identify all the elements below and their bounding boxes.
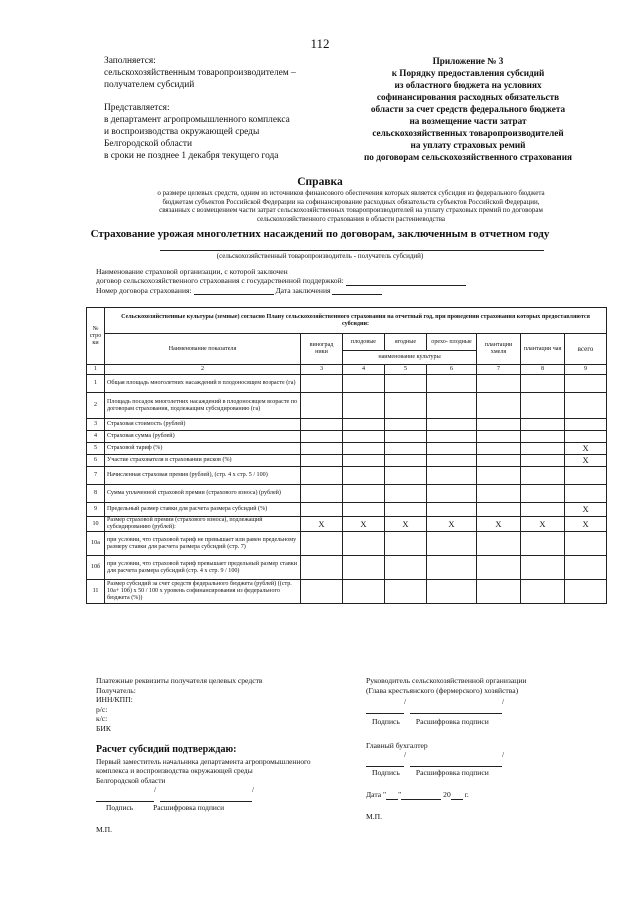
value-cell[interactable]	[427, 375, 477, 393]
confirm-decode-field[interactable]	[160, 793, 252, 802]
payment-line: Получатель:	[96, 685, 136, 695]
value-cell[interactable]	[301, 375, 343, 393]
value-cell[interactable]	[343, 443, 385, 455]
contract-date-field[interactable]	[332, 287, 382, 295]
accountant-decode-field[interactable]	[410, 758, 502, 767]
value-cell[interactable]	[565, 375, 607, 393]
table-row	[87, 556, 607, 580]
x-mark-cell: X	[565, 443, 607, 455]
col-number: 8	[521, 365, 565, 375]
appendix-line: на возмещение части затрат	[409, 116, 527, 126]
indicator-name: Размер субсидий за счет средств федерального бюджета (рублей) ((стр. 10а+ 10б) х 50 / 100 х уровень софинансирования из федерального бюджета (%))	[105, 580, 301, 604]
about-line: о размере целевых средств, одним из источников финансового обеспечения которых является субсидия из федерального бюджета	[157, 189, 545, 197]
head-line: (Глава крестьянского (фермерского) хозяйства)	[366, 685, 519, 695]
tea-header: плантации чая	[521, 334, 565, 365]
value-cell[interactable]	[301, 393, 343, 419]
value-cell[interactable]	[385, 532, 427, 556]
row-number: 5	[87, 443, 105, 455]
date-month-field[interactable]	[401, 791, 441, 800]
value-cell[interactable]	[521, 556, 565, 580]
table-body	[87, 308, 607, 604]
crops-group-header: Сельскохозяйственные культуры (земные) согласно Плану сельскохозяйственного страхования на отчетный год, при проведении страхования которых предоставляются субсидии:	[105, 308, 607, 334]
value-cell[interactable]	[477, 467, 521, 485]
appendix-line: к Порядку предоставления субсидий	[391, 68, 545, 78]
confirm-decode-caption: Расшифровка подписи	[153, 803, 225, 813]
confirm-line: комплекса и воспроизводства окружающей среды	[96, 766, 253, 776]
value-cell[interactable]	[385, 503, 427, 517]
payment-line: Платежные реквизиты получателя целевых средств	[96, 676, 263, 685]
about-line: бюджетам субъектов Российской Федерации на софинансирование расходных обязательств субъектов Российской Федерации,	[162, 197, 540, 206]
submitted-to-label: Представляется:	[104, 103, 170, 113]
recipient-field[interactable]	[160, 250, 544, 251]
row-number: 10б	[87, 556, 105, 580]
row-number: 1	[87, 375, 105, 393]
x-mark-cell: X	[565, 503, 607, 517]
value-cell[interactable]	[385, 419, 427, 431]
insurer-line: Наименование страховой организации, с которой заключен	[96, 267, 288, 276]
appendix-line: сельскохозяйственных товаропроизводителей	[372, 128, 564, 138]
payment-details	[96, 676, 262, 734]
head-line: Руководитель сельскохозяйственной организации	[366, 676, 527, 685]
hop-header: плантации хмеля	[477, 334, 521, 365]
row-number: 4	[87, 431, 105, 443]
submitted-to-line: Белгородской области	[104, 139, 193, 149]
payment-line: ИНН/КПП:	[96, 695, 133, 705]
table-row	[87, 503, 607, 517]
value-cell[interactable]	[565, 419, 607, 431]
submission-info	[104, 55, 296, 162]
indicator-name: Начисленная страховая премия (рублей), (стр. 4 х стр. 5 / 100)	[105, 467, 301, 485]
submitted-by-line: сельскохозяйственным товаропроизводителем –	[104, 68, 296, 78]
col-number: 4	[343, 365, 385, 375]
value-cell[interactable]	[427, 393, 477, 419]
accountant-decode-caption: Расшифровка подписи	[415, 768, 489, 778]
table-row	[87, 443, 607, 455]
row-number: 9	[87, 503, 105, 517]
value-cell[interactable]	[343, 375, 385, 393]
indicator-name: при условии, что страховой тариф не превышает или равен предельному размеру ставки для расчета размера субсидий (стр. 7)	[105, 532, 301, 556]
col-number: 1	[87, 365, 105, 375]
value-cell[interactable]	[521, 503, 565, 517]
table-row	[87, 375, 607, 393]
document-about	[96, 189, 606, 223]
col-number: 9	[565, 365, 607, 375]
page-number: 112	[310, 36, 330, 51]
indicator-name: Участие страхователя в страховании рисков (%)	[105, 455, 301, 467]
head-signature: Руководитель сельскохозяйственной организации (Глава крестьянского (фермерского) хозяйства) / / Подпись Расшифровка подписи Главный бухгалтер / / Подпись Расшифровка подписи Дата " " 20 г. М.П.	[366, 676, 527, 821]
x-mark-cell: X	[521, 517, 565, 532]
value-cell[interactable]	[521, 580, 565, 604]
date-line: Дата " " 20 г.	[366, 789, 469, 799]
value-cell[interactable]	[565, 580, 607, 604]
value-cell[interactable]	[343, 556, 385, 580]
value-cell[interactable]	[477, 443, 521, 455]
value-cell[interactable]	[385, 467, 427, 485]
submitted-by-line: получателем субсидий	[104, 80, 195, 90]
contract-no-label: Номер договора страхования:	[96, 285, 192, 295]
row-number: 6	[87, 455, 105, 467]
indicator-header: Наименование показателя	[105, 334, 301, 365]
value-cell[interactable]	[477, 419, 521, 431]
x-mark-cell: X	[477, 517, 521, 532]
total-header: всего	[565, 334, 607, 365]
table-row	[87, 467, 607, 485]
value-cell[interactable]	[301, 580, 343, 604]
value-cell[interactable]	[385, 455, 427, 467]
accountant-label: Главный бухгалтер	[366, 740, 428, 750]
value-cell[interactable]	[301, 419, 343, 431]
column-numbers-row	[87, 365, 607, 375]
value-cell[interactable]	[385, 556, 427, 580]
appendix-line: по договорам сельскохозяйственного страхования	[364, 152, 572, 162]
appendix-line: из областного бюджета на условиях	[394, 80, 542, 90]
col-number: 2	[105, 365, 301, 375]
left-stamp-place: М.П.	[96, 824, 113, 834]
value-cell[interactable]	[427, 503, 477, 517]
recipient-caption: (сельскохозяйственный товаропроизводитель - получатель субсидий)	[216, 252, 424, 260]
head-decode-caption: Расшифровка подписи	[415, 717, 489, 727]
table-row	[87, 419, 607, 431]
value-cell[interactable]	[521, 431, 565, 443]
value-cell[interactable]	[521, 393, 565, 419]
value-cell[interactable]	[427, 485, 477, 503]
submitted-to-line: в сроки не позднее 1 декабря текущего года	[104, 151, 279, 161]
berry-header: ягодные	[385, 334, 427, 351]
table-row	[87, 517, 607, 532]
value-cell[interactable]	[301, 431, 343, 443]
value-cell[interactable]	[521, 419, 565, 431]
value-cell[interactable]	[343, 580, 385, 604]
row-number: 10	[87, 517, 105, 532]
row-number: 8	[87, 485, 105, 503]
right-stamp-place: М.П.	[366, 811, 383, 821]
payment-line: к/с:	[96, 714, 108, 724]
value-cell[interactable]	[521, 467, 565, 485]
table-row	[87, 455, 607, 467]
x-mark-cell: X	[385, 517, 427, 532]
head-decode-field[interactable]	[410, 705, 502, 714]
value-cell[interactable]	[427, 532, 477, 556]
value-cell[interactable]	[343, 393, 385, 419]
value-cell[interactable]	[343, 419, 385, 431]
indicator-name: Сумма уплаченной страховой премии (страхового взноса) (рублей)	[105, 485, 301, 503]
appendix-line: софинансирования расходных обязательств	[376, 92, 560, 102]
col-number: 3	[301, 365, 343, 375]
table-row	[87, 393, 607, 419]
x-mark-cell: X	[565, 517, 607, 532]
value-cell[interactable]	[301, 556, 343, 580]
value-cell[interactable]	[477, 580, 521, 604]
about-line: связанных с возмещением части затрат сельскохозяйственных товаропроизводителей на уплату страховых премий по договорам	[159, 206, 543, 215]
contract-no-field[interactable]	[194, 287, 274, 295]
value-cell[interactable]	[427, 431, 477, 443]
value-cell[interactable]	[565, 393, 607, 419]
value-cell[interactable]	[343, 485, 385, 503]
value-cell[interactable]	[301, 485, 343, 503]
payment-line: БИК	[96, 723, 111, 733]
confirm-line: Первый заместитель начальника департамента агропромышленного	[96, 757, 311, 766]
insurer-name-field[interactable]	[346, 278, 466, 286]
row-number: 3	[87, 419, 105, 431]
value-cell[interactable]	[427, 580, 477, 604]
value-cell[interactable]	[427, 443, 477, 455]
value-cell[interactable]	[427, 467, 477, 485]
indicator-name: Общая площадь многолетних насаждений в плодоносящем возрасте (га)	[105, 375, 301, 393]
value-cell[interactable]	[477, 393, 521, 419]
row-number: 2	[87, 393, 105, 419]
table-row	[87, 532, 607, 556]
value-cell[interactable]	[385, 375, 427, 393]
indicator-name: Страховая стоимость (рублей)	[105, 419, 301, 431]
document-title: Справка	[297, 176, 343, 188]
confirm-line: Белгородской области	[96, 775, 166, 785]
submitted-to-line: и воспроизводства окружающей среды	[104, 127, 260, 137]
submitted-by-label: Заполняется:	[104, 56, 156, 66]
value-cell[interactable]	[385, 443, 427, 455]
value-cell[interactable]	[385, 485, 427, 503]
payment-line: р/с:	[96, 704, 108, 714]
value-cell[interactable]	[343, 467, 385, 485]
about-line: сельскохозяйственного страхования в области растениеводства	[256, 214, 446, 223]
confirm-block: Первый заместитель начальника департамента агропромышленного комплекса и воспроизводства окружающей среды Белгородской области / / Подпись Расшифровка подписи М.П.	[96, 757, 311, 834]
value-cell[interactable]	[385, 431, 427, 443]
x-mark-cell: X	[565, 455, 607, 467]
value-cell[interactable]	[477, 431, 521, 443]
value-cell[interactable]	[477, 556, 521, 580]
col-number: 7	[477, 365, 521, 375]
value-cell[interactable]	[343, 503, 385, 517]
value-cell[interactable]	[343, 532, 385, 556]
table-row	[87, 485, 607, 503]
indicator-name: Страховой тариф (%)	[105, 443, 301, 455]
value-cell[interactable]	[521, 375, 565, 393]
crop-name-header: наименование культуры	[343, 351, 477, 365]
head-sign-caption: Подпись	[372, 717, 400, 727]
value-cell[interactable]	[385, 580, 427, 604]
value-cell[interactable]	[301, 503, 343, 517]
value-cell[interactable]	[521, 532, 565, 556]
value-cell[interactable]	[565, 467, 607, 485]
indicator-name: при условии, что страховой тариф превышает предельный размер ставки для расчета размера субсидий (стр. 4 х стр. 9 / 100)	[105, 556, 301, 580]
value-cell[interactable]	[521, 485, 565, 503]
value-cell[interactable]	[301, 467, 343, 485]
accountant-sign-field[interactable]	[366, 758, 404, 767]
fruit-header: плодовые	[343, 334, 385, 351]
confirm-sign-caption: Подпись	[106, 803, 134, 813]
value-cell[interactable]	[343, 431, 385, 443]
value-cell[interactable]	[427, 419, 477, 431]
insurer-info	[96, 267, 466, 295]
contract-date-label: Дата заключения	[275, 285, 331, 295]
submitted-to-line: в департамент агропромышленного комплекса	[104, 115, 290, 125]
value-cell[interactable]	[565, 431, 607, 443]
col-number: 5	[385, 365, 427, 375]
appendix-line: области за счет средств федерального бюджета	[370, 104, 566, 114]
appendix-header	[330, 55, 606, 163]
value-cell[interactable]	[477, 455, 521, 467]
value-cell[interactable]	[301, 532, 343, 556]
x-mark-cell: X	[343, 517, 385, 532]
value-cell[interactable]	[477, 375, 521, 393]
row-number: 7	[87, 467, 105, 485]
value-cell[interactable]	[565, 532, 607, 556]
date-day-field[interactable]	[386, 791, 398, 800]
document-subheading: Страхование урожая многолетних насаждений по договорам, заключенным в отчетном году	[90, 228, 550, 240]
value-cell[interactable]	[521, 443, 565, 455]
appendix-line: на уплату страховых ремий	[410, 140, 526, 150]
indicator-name: Предельный размер ставки для расчета размера субсидий (%)	[105, 503, 301, 517]
subsidy-table	[86, 307, 607, 604]
value-cell[interactable]	[477, 503, 521, 517]
table-row	[87, 431, 607, 443]
value-cell[interactable]	[385, 393, 427, 419]
value-cell[interactable]	[427, 455, 477, 467]
accountant-sign-caption: Подпись	[372, 768, 400, 778]
value-cell[interactable]	[427, 556, 477, 580]
vineyards-header: виноград ники	[301, 334, 343, 365]
indicator-name: Размер страховой премии (страхового взноса), подлежащий субсидированию (рублей):	[105, 517, 301, 532]
value-cell[interactable]	[521, 455, 565, 467]
x-mark-cell: X	[427, 517, 477, 532]
confirm-sign-field[interactable]	[96, 793, 154, 802]
insurer-line: договор сельскохозяйственного страхования с государственной поддержкой:	[96, 276, 344, 286]
confirm-title: Расчет субсидий подтверждаю:	[96, 744, 237, 755]
col-number: 6	[427, 365, 477, 375]
value-cell[interactable]	[477, 532, 521, 556]
value-cell[interactable]	[301, 443, 343, 455]
value-cell[interactable]	[565, 485, 607, 503]
x-mark-cell: X	[301, 517, 343, 532]
value-cell[interactable]	[565, 556, 607, 580]
head-sign-field[interactable]	[366, 705, 404, 714]
value-cell[interactable]	[477, 485, 521, 503]
value-cell[interactable]	[301, 455, 343, 467]
row-number: 11	[87, 580, 105, 604]
row-number-header: № стро ки	[87, 308, 105, 365]
indicator-name: Площадь посадок многолетних насаждений в плодоносящем возрасте по договорам страхования, подлежащим субсидированию (га)	[105, 393, 301, 419]
row-number: 10а	[87, 532, 105, 556]
table-row	[87, 580, 607, 604]
value-cell[interactable]	[343, 455, 385, 467]
nut-header: орехо- плодные	[427, 334, 477, 351]
indicator-name: Страховая сумма (рублей)	[105, 431, 301, 443]
appendix-line: Приложение № 3	[432, 56, 504, 66]
date-year-field[interactable]	[451, 791, 463, 800]
